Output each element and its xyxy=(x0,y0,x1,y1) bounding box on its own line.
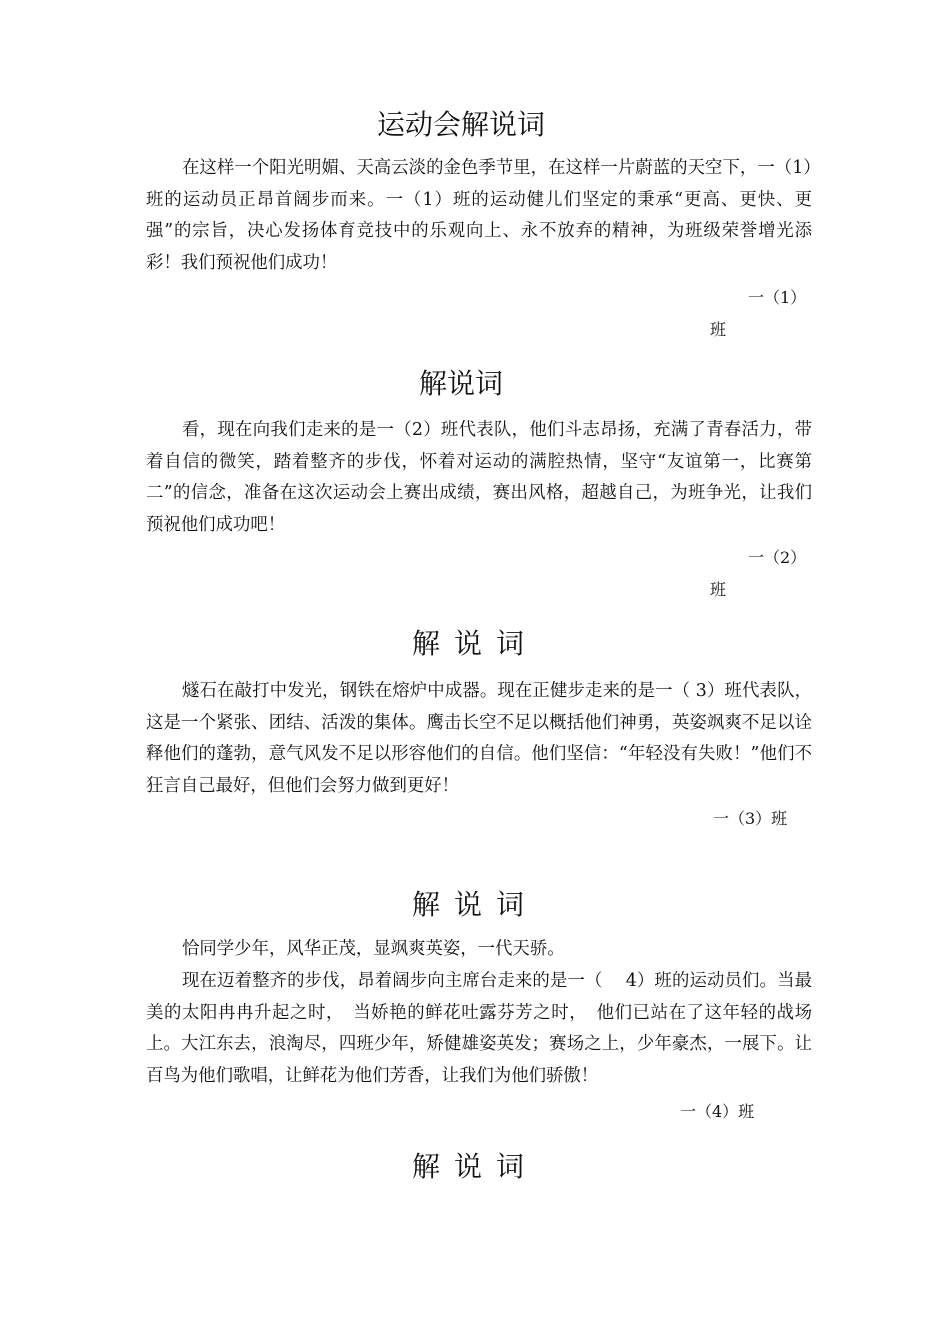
class-signature: 一（3）班 xyxy=(713,809,788,828)
section-body: 现在迈着整齐的步伐，昂着阔步向主席台走来的是一（ 4）班的运动员们。当最美的太阳冉冉升起之时， 当娇艳的鲜花吐露芬芳之时， 他们已站在了这年轻的战场上。大江东去，浪淘尽，四班少年，矫健雄姿英发；赛场之上，少年豪杰，一展下。让百鸟为他们歌唱，让鲜花为他们芳香，让我们为他们骄傲！ xyxy=(146,971,812,1086)
section-body: 燧石在敲打中发光，钢铁在熔炉中成器。现在正健步走来的是一（ 3）班代表队，这是一个紧张、团结、活泼的集体。鹰击长空不足以概括他们神勇，英姿飒爽不足以诠释他们的蓬勃，意气风发不足以形容他们的自信。他们坚信：“年轻没有失败！”他们不狂言自己最好，但他们会努力做到更好！ xyxy=(146,681,812,796)
section-body-opening: 恰同学少年，风华正茂，显飒爽英姿，一代天骄。 xyxy=(182,939,565,959)
section-title: 解说词 xyxy=(411,627,538,660)
class-signature: 一（1） xyxy=(748,288,807,307)
section-title: 解说词 xyxy=(411,1150,538,1183)
section-title: 解说词 xyxy=(418,367,503,400)
section-title: 解说词 xyxy=(411,888,538,921)
section-body: 在这样一个阳光明媚、天高云淡的金色季节里，在这样一片蔚蓝的天空下，一（1）班的运动员正昂首阔步而来。一（1）班的运动健儿们坚定的秉承“更高、更快、更强”的宗旨，决心发扬体育竞技中的乐观向上、永不放弃的精神，为班级荣誉增光添彩！我们预祝他们成功！ xyxy=(146,158,812,273)
section-body: 看，现在向我们走来的是一（2）班代表队，他们斗志昂扬，充满了青春活力，带着自信的微笑，踏着整齐的步伐，怀着对运动的满腔热情，坚守“友谊第一，比赛第二”的信念，准备在这次运动会上赛出成绩，赛出风格，超越自己，为班争光，让我们预祝他们成功吧！ xyxy=(146,420,812,535)
class-signature-suffix: 班 xyxy=(710,320,727,339)
class-signature: 一（4）班 xyxy=(680,1102,755,1121)
section-title: 运动会解说词 xyxy=(376,108,545,141)
class-signature: 一（2） xyxy=(748,548,807,567)
class-signature-suffix: 班 xyxy=(710,580,727,599)
